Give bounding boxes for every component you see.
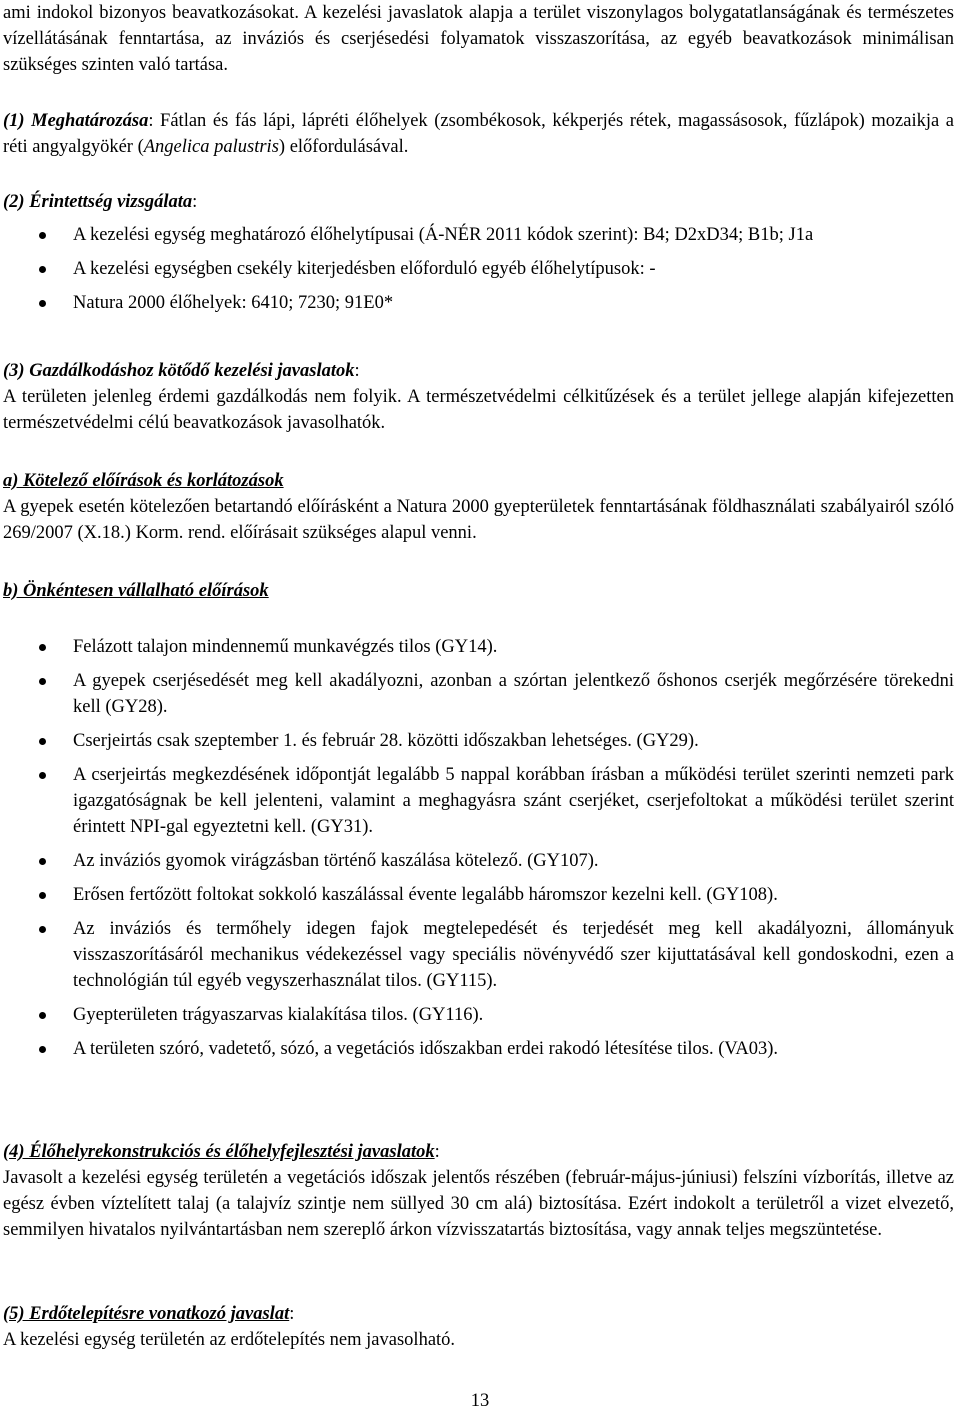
section-2-heading: (2) Érintettség vizsgálata bbox=[3, 192, 193, 212]
list-item: Natura 2000 élőhelyek: 6410; 7230; 91E0* bbox=[3, 290, 954, 316]
section-a bbox=[3, 468, 954, 546]
intro-paragraph: ami indokol bizonyos beavatkozásokat. A kezelési javaslatok alapja a terület viszonylagos bolygatatlanságának és természetes vízellátásának fenntartása, az inváziós és cserjésedési folyamatok visszaszorítása, az egyéb beavatkozások minimálisan szükséges szinten való tartása. bbox=[3, 3, 954, 75]
section-5 bbox=[3, 1301, 954, 1353]
section-3-heading-line: (3) Gazdálkodáshoz kötődő kezelési javaslatok: bbox=[3, 361, 360, 381]
section-1-text-a: Fátlan és fás lápi, lápréti élőhelyek (zsombékosok, kékperjés rétek, magassásosok, fűzlápok) mozaikja a réti angyalgyökér ( bbox=[3, 111, 955, 157]
list-item: Az inváziós és termőhely idegen fajok megtelepedését és terjedését meg kell akadályozni, állományuk visszaszorításáról mechanikus védekezéssel vagy speciális növényvédő szer kijuttatásával kell gondoskodni, ezen a technológián túl egyéb vegyszerhasználat tilos. (GY115). bbox=[3, 916, 954, 994]
page-number: 13 bbox=[470, 1391, 490, 1411]
list-item: A területen szóró, vadetető, sózó, a vegetációs időszakban erdei rakodó létesítése tilos. (VA03). bbox=[3, 1036, 954, 1062]
list-item: A cserjeirtás megkezdésének időpontját legalább 5 nappal korábban írásban a működési terület szerinti nemzeti park igazgatóságnak be kell jelenteni, valamint a meghagyásra szánt cserjéket, cserjefoltokat a működési terület szerint érintett NPI-gal egyeztetni kell. (GY31). bbox=[3, 762, 954, 840]
section-2-list bbox=[3, 222, 954, 316]
section-3-heading: (3) Gazdálkodáshoz kötődő kezelési javaslatok bbox=[3, 361, 355, 381]
section-1-heading: (1) Meghatározása bbox=[3, 111, 149, 131]
section-b-heading: b) Önkéntesen vállalható előírások bbox=[3, 581, 269, 601]
section-4-heading: (4) Élőhelyrekonstrukciós és élőhelyfejlesztési javaslatok bbox=[3, 1142, 435, 1162]
section-b-list bbox=[3, 634, 954, 1062]
section-4 bbox=[3, 1139, 954, 1243]
section-3-text: A területen jelenleg érdemi gazdálkodás nem folyik. A természetvédelmi célkitűzések és a terület jellege alapján kifejezetten természetvédelmi célú beavatkozások javasolhatók. bbox=[3, 387, 954, 433]
section-b bbox=[3, 578, 954, 1062]
section-5-heading-line: (5) Erdőtelepítésre vonatkozó javaslat: bbox=[3, 1304, 295, 1324]
section-1-paragraph: (1) Meghatározása: Fátlan és fás lápi, lápréti élőhelyek (zsombékosok, kékperjés rétek, magassásosok, fűzlápok) mozaikja a réti angyalgyökér (Angelica palustris) előfordulásával. bbox=[3, 111, 955, 157]
section-a-text: A gyepek esetén kötelezően betartandó előírásként a Natura 2000 gyepterületek fenntartásának földhasználati szabályairól szóló 269/2007 (X.18.) Korm. rend. előírásait szükséges alapul venni. bbox=[3, 497, 954, 543]
section-a-heading: a) Kötelező előírások és korlátozások bbox=[3, 471, 284, 491]
list-item: A kezelési egység meghatározó élőhelytípusai (Á-NÉR 2011 kódok szerint): B4; D2xD34; B1b; J1a bbox=[3, 222, 954, 248]
list-item: Az inváziós gyomok virágzásban történő kaszálása kötelező. (GY107). bbox=[3, 848, 954, 874]
species-name: Angelica palustris bbox=[143, 137, 279, 157]
section-5-heading: (5) Erdőtelepítésre vonatkozó javaslat bbox=[3, 1304, 290, 1324]
list-item: A kezelési egységben csekély kiterjedésben előforduló egyéb élőhelytípusok: - bbox=[3, 256, 954, 282]
section-2 bbox=[3, 189, 954, 316]
list-item: Gyepterületen trágyaszarvas kialakítása tilos. (GY116). bbox=[3, 1002, 954, 1028]
section-3 bbox=[3, 358, 954, 436]
section-4-text: Javasolt a kezelési egység területén a vegetációs időszak jelentős részében (február-május-júniusi) felszíni vízborítás, illetve az egész évben víztelített talaj (a talajvíz szintje nem süllyed 30 cm alá) biztosítása. Ezért indokolt a területről a vizet elvezető, semmilyen hivatalos nyilvántartásban nem szereplő árkon vízvisszatartás biztosítása, vagy annak teljes megszüntetése. bbox=[3, 1168, 954, 1240]
list-item: Erősen fertőzött foltokat sokkoló kaszálással évente legalább háromszor kezelni kell. (GY108). bbox=[3, 882, 954, 908]
list-item: Cserjeirtás csak szeptember 1. és február 28. közötti időszakban lehetséges. (GY29). bbox=[3, 728, 954, 754]
section-5-text: A kezelési egység területén az erdőtelepítés nem javasolható. bbox=[3, 1330, 456, 1350]
section-2-heading-line: (2) Érintettség vizsgálata: bbox=[3, 192, 198, 212]
list-item: Felázott talajon mindennemű munkavégzés tilos (GY14). bbox=[3, 634, 954, 660]
section-4-heading-line: (4) Élőhelyrekonstrukciós és élőhelyfejlesztési javaslatok: bbox=[3, 1142, 440, 1162]
list-item: A gyepek cserjésedését meg kell akadályozni, azonban a szórtan jelentkező őshonos cserjék megőrzésére törekedni kell (GY28). bbox=[3, 668, 954, 720]
section-1-text-b: ) előfordulásával. bbox=[278, 137, 409, 157]
